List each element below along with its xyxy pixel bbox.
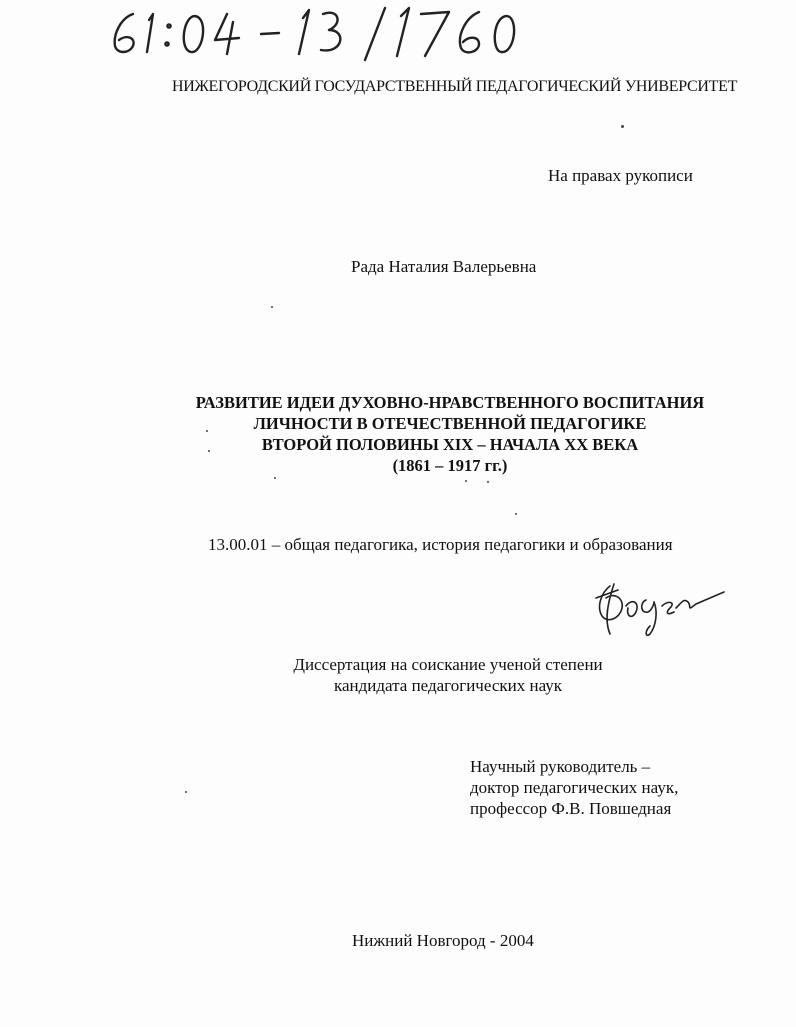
handwritten-archive-number [103, 2, 523, 62]
advisor-line-2: доктор педагогических наук, [470, 778, 679, 797]
city-and-year: Нижний Новгород - 2004 [352, 931, 534, 950]
university-name: НИЖЕГОРОДСКИЙ ГОСУДАРСТВЕННЫЙ ПЕДАГОГИЧЕСКИЙ УНИВЕРСИТЕТ [172, 78, 738, 95]
advisor-line-1: Научный руководитель – [470, 757, 651, 776]
scan-speck [621, 125, 624, 128]
scan-speck [274, 477, 276, 479]
signature-icon [588, 572, 738, 642]
author-name: Рада Наталия Валерьевна [351, 257, 537, 276]
scan-speck [465, 480, 467, 482]
rights-note: На правах рукописи [548, 166, 693, 185]
scan-speck [271, 306, 273, 308]
scan-speck [206, 430, 208, 432]
degree-statement [258, 654, 638, 696]
dissertation-title [150, 392, 750, 476]
degree-line-1: Диссертация на соискание ученой степени [293, 655, 603, 674]
title-line-3: ВТОРОЙ ПОЛОВИНЫ XIX – НАЧАЛА XX ВЕКА [261, 435, 639, 454]
advisor-line-3: профессор Ф.В. Повшедная [470, 799, 672, 818]
scan-speck [487, 481, 489, 483]
degree-line-2: кандидата педагогических наук [333, 676, 563, 695]
title-line-4: (1861 – 1917 гг.) [392, 456, 508, 475]
title-line-2: ЛИЧНОСТИ В ОТЕЧЕСТВЕННОЙ ПЕДАГОГИКЕ [253, 414, 647, 433]
scan-speck [515, 513, 517, 515]
scientific-advisor [470, 756, 678, 819]
title-line-1: РАЗВИТИЕ ИДЕИ ДУХОВНО-НРАВСТВЕННОГО ВОСПИТАНИЯ [195, 393, 705, 412]
scan-speck [208, 450, 210, 452]
specialty-code: 13.00.01 – общая педагогика, история педагогики и образования [208, 535, 673, 554]
scan-speck [185, 791, 187, 793]
